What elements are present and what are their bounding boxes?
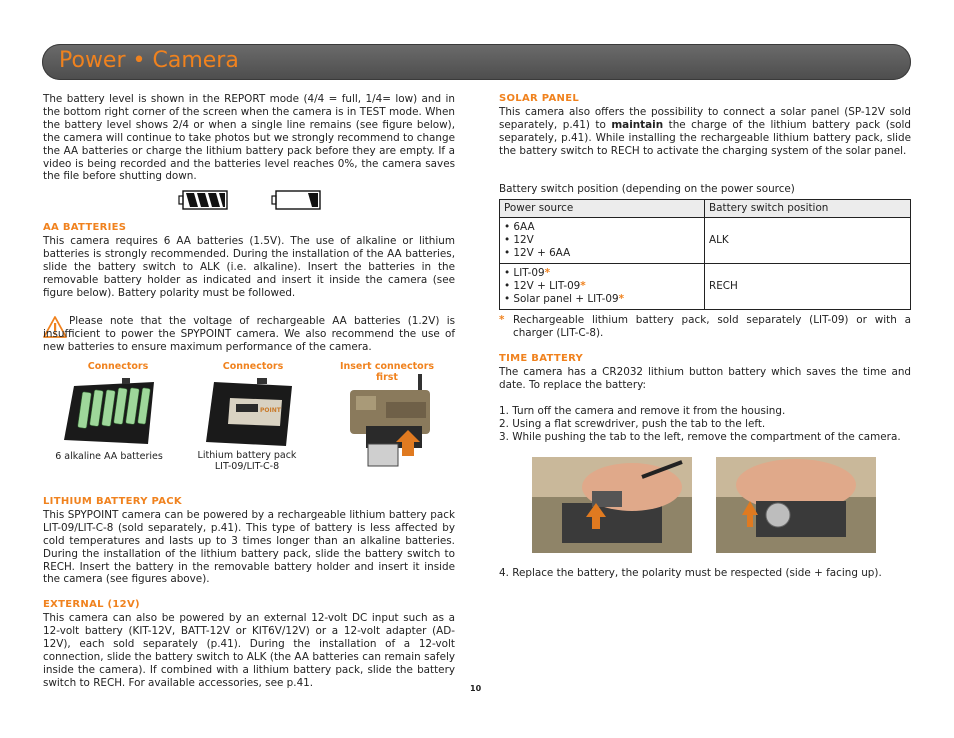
list-item: 2. Using a flat screwdriver, push the tab to the left. — [499, 417, 766, 430]
photo-remove-compartment — [532, 457, 692, 553]
photo-replace-battery — [716, 457, 876, 553]
switch-intro: Battery switch position (depending on the power source) — [499, 182, 795, 195]
fig-label-connectors-1: Connectors — [87, 361, 149, 372]
camera-insert-image — [346, 372, 438, 468]
battery-full-icon — [179, 191, 227, 209]
intro-paragraph: The battery level is shown in the REPORT mode (4/4 = full, 1/4= low) and in the bottom right corner of the screen when the camera is in TEST mode. When the battery level shows 2/4 or when a single line remains (see figure below), the camera will continue to take photos but we strongly recommend to change the AA batteries or charge the lithium battery pack before they are empty. If a video is being recorded and the batteries level reaches 0%, the camera saves the file before shutting down. — [43, 93, 455, 183]
page-number: 10 — [470, 684, 482, 693]
right-column — [499, 93, 911, 444]
step-4: 4. Replace the battery, the polarity must be respected (side + facing up). — [499, 567, 882, 579]
lithium-pack-image — [202, 378, 296, 450]
svg-text:POINT: POINT — [260, 407, 281, 414]
table-cell-alk: ALK — [705, 218, 911, 264]
warning-text: Please note that the voltage of rechargeable AA batteries (1.2V) is insufficient to power the SPYPOINT camera. We also recommend the use of new batteries to ensure maximum performance of the camera. — [43, 315, 455, 353]
lithium-section — [43, 496, 455, 690]
list-item: 1. Turn off the camera and remove it from the housing. — [499, 404, 786, 417]
battery-level-icons — [178, 190, 328, 212]
aa-battery-holder-image — [62, 378, 162, 450]
external-text: This camera can also be powered by an external 12-volt DC input such as a 12-volt battery (KIT-12V, BATT-12V or KIT6V/12V) or a 12-volt adapter (AD-12V), each sold separately (p.41). During the installation of a 12-volt connection, slide the battery switch to ALK (the AA batteries can remain safely inside the camera). If combined with a lithium battery pack, slide the battery switch to RECH. For available accessories, see p.41. — [43, 612, 455, 689]
table-header-power-source: Power source — [500, 200, 705, 218]
aa-heading: AA BATTERIES — [43, 222, 127, 233]
battery-low-icon — [272, 191, 320, 209]
lithium-text: This SPYPOINT camera can be powered by a rechargeable lithium battery pack LIT-09/LIT-C-8 (sold separately, p.41). This type of battery is less affected by cold temperatures and lasts up to 3 times longer than an alkaline batteries. During the installation of the lithium battery pack, slide the battery switch to RECH. Insert the battery in the removable battery holder and insert it inside the camera (see figures above). — [43, 508, 455, 586]
time-heading: TIME BATTERY — [499, 353, 584, 365]
time-text: The camera has a CR2032 lithium button battery which saves the time and date. To replace the battery: — [499, 366, 911, 391]
aa-section — [43, 222, 455, 299]
fig-label-connectors-2: Connectors — [222, 361, 284, 372]
battery-switch-table — [499, 199, 911, 310]
external-heading: EXTERNAL (12V) — [43, 599, 140, 611]
left-column — [43, 93, 455, 183]
page-title: Power • Camera — [59, 48, 239, 73]
caption-aa-batteries: 6 alkaline AA batteries — [55, 451, 163, 462]
step-list — [499, 405, 911, 444]
caption-lithium-pack: Lithium battery pack LIT-09/LIT-C-8 — [197, 450, 297, 472]
table-header-switch-position: Battery switch position — [705, 200, 911, 218]
footnote: * Rechargeable lithium battery pack, sold separately (LIT-09) or with a charger (LIT-C-8). — [499, 314, 911, 340]
table-row: • 6AA • 12V • 12V + 6AA ALK — [500, 218, 911, 264]
aa-text: This camera requires 6 AA batteries (1.5V). The use of alkaline or lithium batteries is strongly recommended. During the installation of the AA batteries, slide the battery switch to ALK (i.e. alkaline). Insert the batteries in the removable battery holder as indicated and insert it inside the camera (see figure below). Battery polarity must be followed. — [43, 234, 455, 299]
list-item: 3. While pushing the tab to the left, remove the compartment of the camera. — [499, 430, 901, 443]
solar-heading: SOLAR PANEL — [499, 93, 580, 104]
table-cell-rech: RECH — [705, 264, 911, 310]
table-row: • LIT-09* • 12V + LIT-09* • Solar panel + LIT-09* RECH — [500, 264, 911, 310]
fig-label-insert-connectors: Insert connectors first — [339, 361, 435, 383]
title-bar — [42, 44, 911, 80]
table-header-row — [500, 200, 911, 218]
lithium-heading: LITHIUM BATTERY PACK — [43, 496, 182, 507]
solar-text: This camera also offers the possibility to connect a solar panel (SP-12V sold separately, p.41) to maintain the charge of the lithium battery pack (sold separately, p.41). While installing the rechargeable lithium battery pack, slide the battery switch to RECH to activate the charging system of the solar panel. — [499, 105, 911, 157]
